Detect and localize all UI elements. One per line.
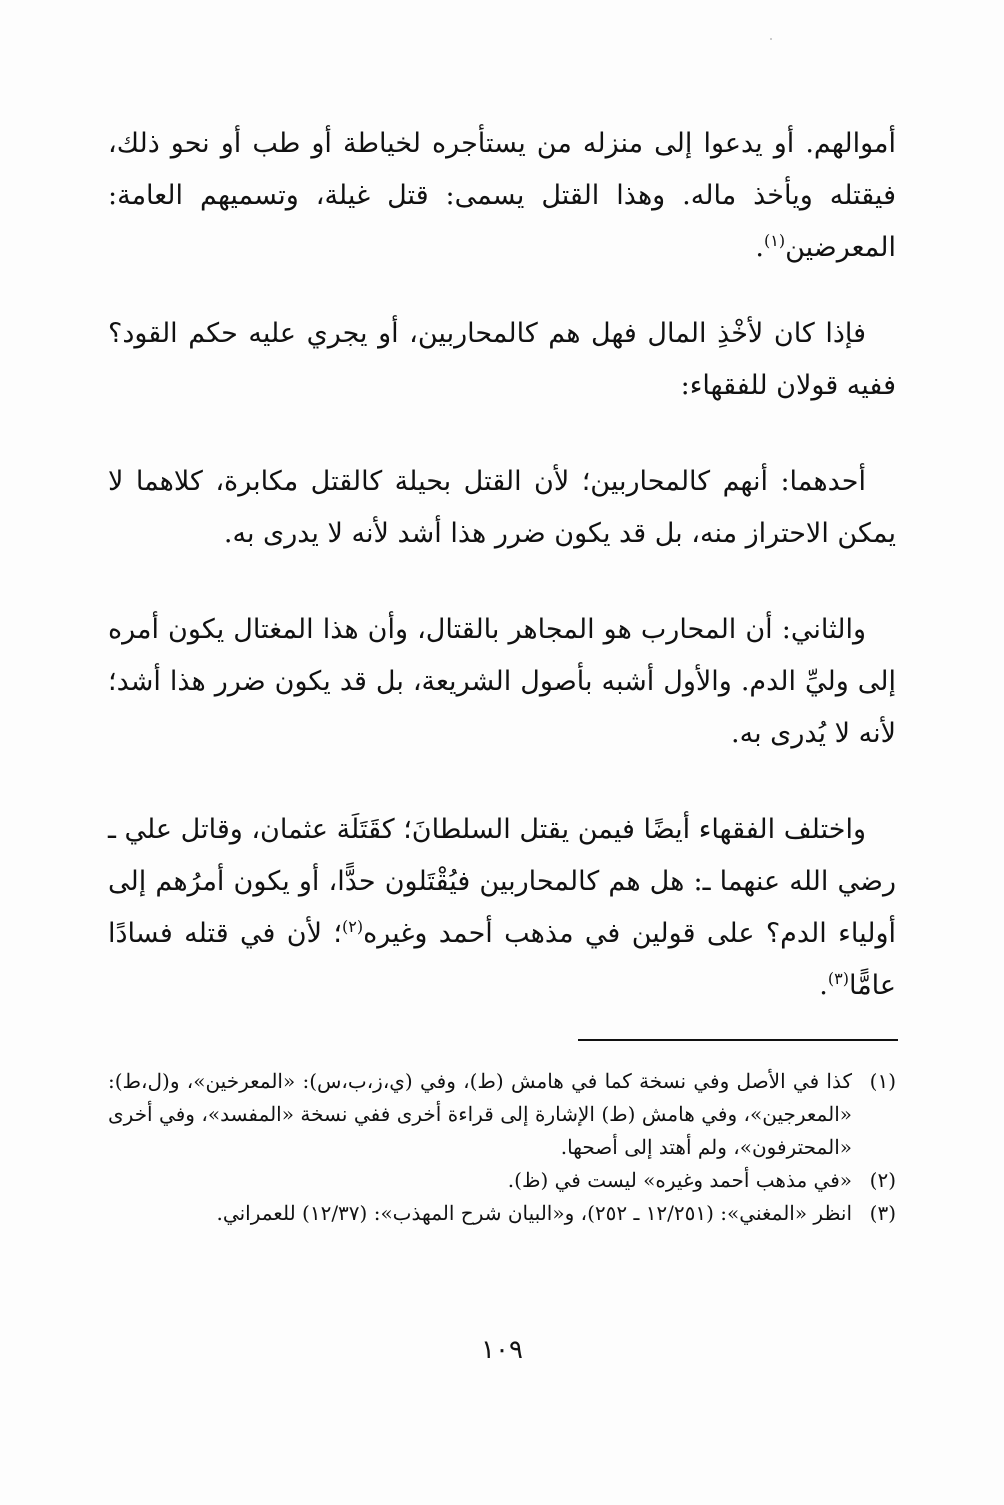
scan-speck — [770, 38, 772, 40]
footnote-1 — [108, 1065, 896, 1164]
paragraph-1 — [108, 118, 896, 274]
footnote-3 — [108, 1197, 896, 1230]
paragraph-tail: . — [755, 232, 765, 263]
paragraph-text: أموالهم. أو يدعوا إلى منزله من يستأجره لخياطة أو طب أو نحو ذلك، فيقتله ويأخذ ماله. وهذا القتل يسمى: قتل غيلة، وتسميهم العامة: المعرضين — [108, 128, 896, 263]
paragraph-text-continued: ؛ لأن في قتله فسادًا عامًّا — [108, 918, 896, 1001]
paragraph-text: أحدهما: أنهم كالمحاربين؛ لأن القتل بحيلة كالقتل مكابرة، كلاهما لا يمكن الاحتراز منه، بل قد يكون ضرر هذا أشد لأنه لا يدرى به. — [108, 466, 896, 549]
paragraph-tail: . — [819, 970, 828, 1001]
page-number: ١٠٩ — [481, 1335, 523, 1365]
footnote-number: (٣) — [869, 1201, 896, 1225]
footnote-text: كذا في الأصل وفي نسخة كما في هامش (ط)، وفي (ي،ز،ب،س): «المعرخين»، و(ل،ط): «المعرجين»، وفي هامش (ط) الإشارة إلى قراءة أخرى ففي نسخة «المفسد»، وفي أخرى «المحترفون»، ولم أهتد إلى أصحها. — [108, 1069, 852, 1159]
footnote-text: انظر «المغني»: (١٢/٢٥١ ـ ٢٥٢)، و«البيان شرح المهذب»: (١٢/٣٧) للعمراني. — [216, 1201, 852, 1225]
footnote-number: (٢) — [869, 1168, 896, 1192]
paragraph-text: واختلف الفقهاء أيضًا فيمن يقتل السلطانَ؛ كقَتَلَة عثمان، وقاتل علي ـ رضي الله عنهما ـ: هل هم كالمحاربين فيُقْتَلون حدًّا، أو يكون أمرُهم إلى أولياء الدم؟ على قولين في مذهب أحمد وغيره — [108, 814, 896, 949]
footnote-2 — [108, 1164, 896, 1197]
footnote-text: «في مذهب أحمد وغيره» ليست في (ظ). — [507, 1168, 852, 1192]
paragraph-text: فإذا كان لأخْذِ المال فهل هم كالمحاربين، أو يجري عليه حكم القود؟ ففيه قولان للفقهاء: — [108, 318, 896, 401]
footnotes — [108, 1065, 896, 1230]
paragraph-4 — [108, 604, 896, 760]
footnote-ref-2[interactable]: (٢) — [341, 917, 364, 936]
footnote-ref-3[interactable]: (٣) — [827, 969, 849, 988]
main-text — [108, 118, 896, 1042]
footnote-number: (١) — [869, 1069, 896, 1093]
paragraph-text: والثاني: أن المحارب هو المجاهر بالقتال، وأن هذا المغتال يكون أمره إلى وليِّ الدم. والأول أشبه بأصول الشريعة، بل قد يكون ضرر هذا أشد؛ لأنه لا يُدرى به. — [108, 614, 896, 749]
paragraph-5 — [108, 804, 896, 1012]
paragraph-3 — [108, 456, 896, 560]
footnote-separator — [578, 1039, 898, 1041]
footnote-ref-1[interactable]: (١) — [764, 231, 786, 250]
paragraph-2 — [108, 308, 896, 412]
